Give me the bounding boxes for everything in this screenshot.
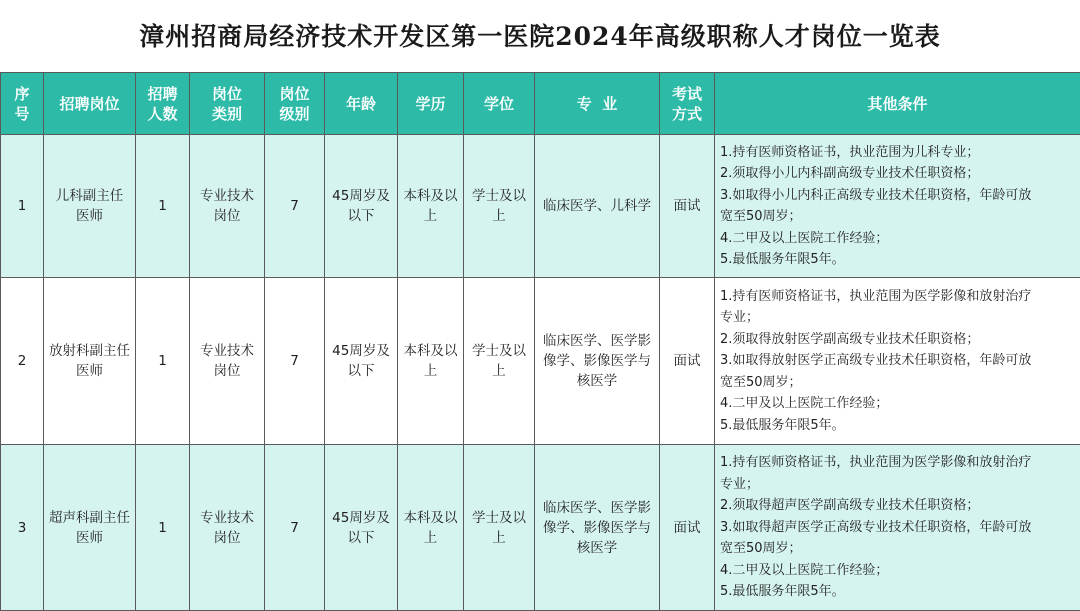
header-conditions: 其他条件 xyxy=(715,73,1080,135)
cell-seq: 1 xyxy=(1,135,44,278)
header-category: 岗位 类别 xyxy=(190,73,265,135)
header-position: 招聘岗位 xyxy=(44,73,136,135)
header-level: 岗位 级别 xyxy=(265,73,325,135)
cell-count: 1 xyxy=(136,445,190,611)
header-count: 招聘 人数 xyxy=(136,73,190,135)
header-exam: 考试 方式 xyxy=(660,73,715,135)
cell-major: 临床医学、医学影 像学、影像医学与 核医学 xyxy=(535,278,660,445)
cell-major: 临床医学、儿科学 xyxy=(535,135,660,278)
cell-count: 1 xyxy=(136,278,190,445)
cell-exam: 面试 xyxy=(660,445,715,611)
cell-education: 本科及以 上 xyxy=(398,278,464,445)
positions-table xyxy=(0,72,1080,611)
table-row xyxy=(1,135,1080,278)
cell-exam: 面试 xyxy=(660,278,715,445)
page-title: 漳州招商局经济技术开发区第一医院2024年高级职称人才岗位一览表 xyxy=(139,22,941,51)
cell-degree: 学士及以 上 xyxy=(464,135,535,278)
cell-level: 7 xyxy=(265,445,325,611)
cell-age: 45周岁及 以下 xyxy=(325,135,398,278)
cell-position: 放射科副主任 医师 xyxy=(44,278,136,445)
table-header-row xyxy=(1,73,1080,135)
header-education: 学历 xyxy=(398,73,464,135)
cell-degree: 学士及以 上 xyxy=(464,278,535,445)
cell-age: 45周岁及 以下 xyxy=(325,445,398,611)
cell-education: 本科及以 上 xyxy=(398,135,464,278)
cell-level: 7 xyxy=(265,135,325,278)
cell-education: 本科及以 上 xyxy=(398,445,464,611)
cell-age: 45周岁及 以下 xyxy=(325,278,398,445)
cell-seq: 2 xyxy=(1,278,44,445)
cell-category: 专业技术 岗位 xyxy=(190,278,265,445)
cell-position: 超声科副主任 医师 xyxy=(44,445,136,611)
cell-category: 专业技术 岗位 xyxy=(190,445,265,611)
cell-degree: 学士及以 上 xyxy=(464,445,535,611)
cell-conditions: 1.持有医师资格证书，执业范围为医学影像和放射治疗 专业； 2.须取得超声医学副高级专业技术任职资格； 3.如取得超声医学正高级专业技术任职资格，年龄可放 宽至50周岁； 4.二甲及以上医院工作经验； 5.最低服务年限5年。 xyxy=(715,445,1080,611)
cell-position: 儿科副主任 医师 xyxy=(44,135,136,278)
table-row xyxy=(1,445,1080,611)
cell-conditions: 1.持有医师资格证书，执业范围为医学影像和放射治疗 专业； 2.须取得放射医学副高级专业技术任职资格； 3.如取得放射医学正高级专业技术任职资格，年龄可放 宽至50周岁； 4.二甲及以上医院工作经验； 5.最低服务年限5年。 xyxy=(715,278,1080,445)
header-major: 专 业 xyxy=(535,73,660,135)
header-degree: 学位 xyxy=(464,73,535,135)
cell-level: 7 xyxy=(265,278,325,445)
table-row xyxy=(1,278,1080,445)
cell-major: 临床医学、医学影 像学、影像医学与 核医学 xyxy=(535,445,660,611)
cell-exam: 面试 xyxy=(660,135,715,278)
cell-category: 专业技术 岗位 xyxy=(190,135,265,278)
cell-seq: 3 xyxy=(1,445,44,611)
header-age: 年龄 xyxy=(325,73,398,135)
cell-conditions: 1.持有医师资格证书，执业范围为儿科专业； 2.须取得小儿内科副高级专业技术任职资格； 3.如取得小儿内科正高级专业技术任职资格，年龄可放 宽至50周岁； 4.二甲及以上医院工作经验； 5.最低服务年限5年。 xyxy=(715,135,1080,278)
cell-count: 1 xyxy=(136,135,190,278)
header-seq: 序 号 xyxy=(1,73,44,135)
